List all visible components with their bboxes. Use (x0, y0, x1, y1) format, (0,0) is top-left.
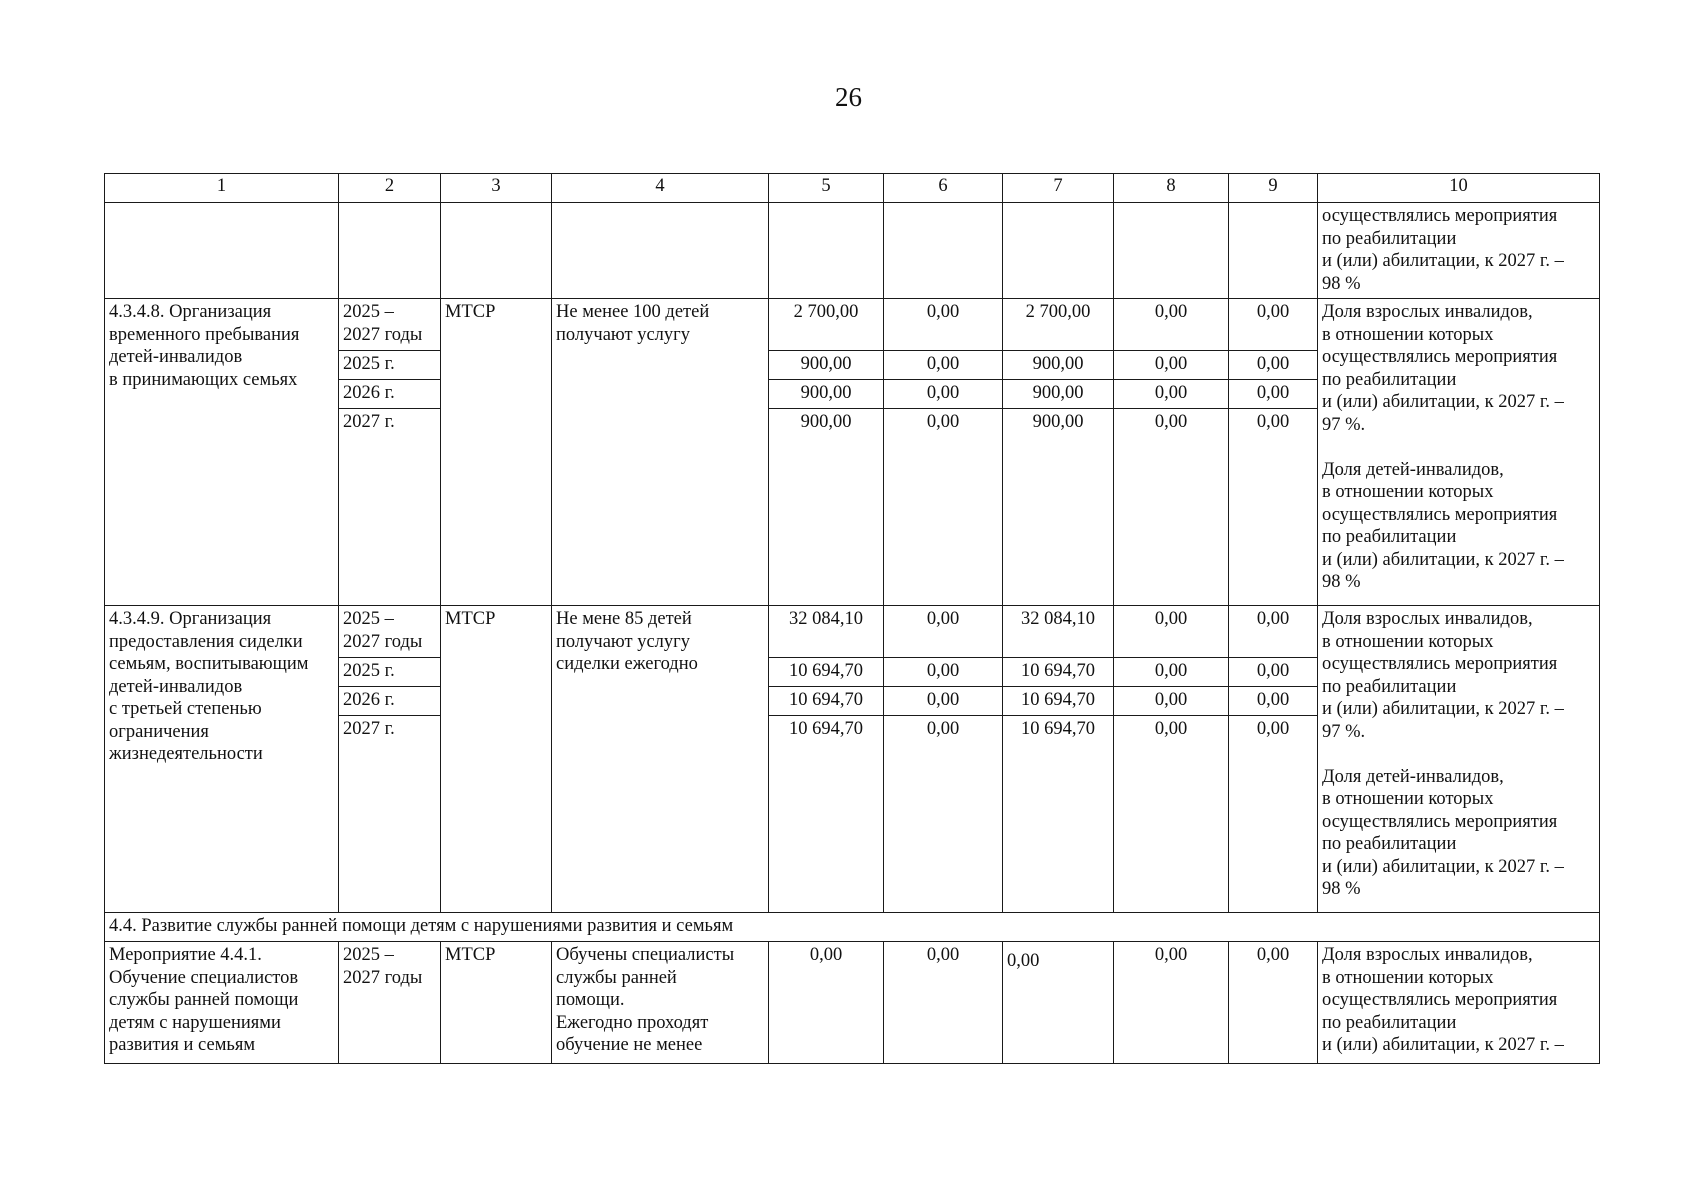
value-col-6: 0,00 (884, 409, 1003, 606)
value-col-8: 0,00 (1114, 658, 1229, 687)
value-col-9: 0,00 (1229, 409, 1318, 606)
value-col-7: 10 694,70 (1003, 716, 1114, 913)
cont-cell-9 (1229, 203, 1318, 299)
period: 2025 – 2027 годы (339, 606, 441, 658)
executor: МТСР (441, 942, 552, 1064)
cont-cell-7 (1003, 203, 1114, 299)
page-number: 26 (835, 82, 862, 112)
continuation-row (105, 203, 1600, 299)
table-row (105, 299, 1600, 351)
value-col-5: 2 700,00 (769, 299, 884, 351)
value-col-5: 0,00 (769, 942, 884, 1064)
value-col-8: 0,00 (1114, 942, 1229, 1064)
cont-cell-6 (884, 203, 1003, 299)
measure-name: Мероприятие 4.4.1. Обучение специалистов службы ранней помощи детям с нарушениями развития и семьям (105, 942, 339, 1064)
value-col-7: 900,00 (1003, 351, 1114, 380)
value-col-9: 0,00 (1229, 299, 1318, 351)
value-col-6: 0,00 (884, 716, 1003, 913)
table-row (105, 606, 1600, 658)
value-col-9: 0,00 (1229, 658, 1318, 687)
value-col-6: 0,00 (884, 687, 1003, 716)
value-col-5: 10 694,70 (769, 716, 884, 913)
cont-indicator: осуществлялись мероприятия по реабилитации и (или) абилитации, к 2027 г. – 98 % (1318, 203, 1600, 299)
header-col-5: 5 (769, 174, 884, 203)
cont-cell-5 (769, 203, 884, 299)
value-col-5: 900,00 (769, 409, 884, 606)
header-col-4: 4 (552, 174, 769, 203)
value-col-8: 0,00 (1114, 409, 1229, 606)
value-col-6: 0,00 (884, 351, 1003, 380)
executor: МТСР (441, 606, 552, 913)
indicator: Доля взрослых инвалидов, в отношении которых осуществлялись мероприятия по реабилитации и (или) абилитации, к 2027 г. – 97 %. Доля детей-инвалидов, в отношении которых осуществлялись мероприятия по реабилитации и (или) абилитации, к 2027 г. – 98 % (1318, 606, 1600, 913)
value-col-9: 0,00 (1229, 716, 1318, 913)
cont-cell-2 (339, 203, 441, 299)
value-col-7: 10 694,70 (1003, 658, 1114, 687)
value-col-8: 0,00 (1114, 299, 1229, 351)
cont-cell-4 (552, 203, 769, 299)
value-col-5: 900,00 (769, 351, 884, 380)
value-col-9: 0,00 (1229, 687, 1318, 716)
value-col-7: 900,00 (1003, 409, 1114, 606)
value-col-6: 0,00 (884, 658, 1003, 687)
expected-result: Не мене 85 детей получают услугу сиделки ежегодно (552, 606, 769, 913)
period: 2027 г. (339, 409, 441, 606)
header-col-1: 1 (105, 174, 339, 203)
measure-name: 4.3.4.8. Организация временного пребывания детей-инвалидов в принимающих семьях (105, 299, 339, 606)
value-col-5: 10 694,70 (769, 658, 884, 687)
cont-cell-8 (1114, 203, 1229, 299)
header-col-8: 8 (1114, 174, 1229, 203)
value-col-5: 32 084,10 (769, 606, 884, 658)
value-col-6: 0,00 (884, 606, 1003, 658)
value-col-8: 0,00 (1114, 606, 1229, 658)
value-col-9: 0,00 (1229, 351, 1318, 380)
value-col-5: 10 694,70 (769, 687, 884, 716)
value-col-6: 0,00 (884, 380, 1003, 409)
value-col-9: 0,00 (1229, 942, 1318, 1064)
value-col-9: 0,00 (1229, 380, 1318, 409)
indicator: Доля взрослых инвалидов, в отношении которых осуществлялись мероприятия по реабилитации и (или) абилитации, к 2027 г. – 97 %. Доля детей-инвалидов, в отношении которых осуществлялись мероприятия по реабилитации и (или) абилитации, к 2027 г. – 98 % (1318, 299, 1600, 606)
period: 2025 г. (339, 658, 441, 687)
value-col-8: 0,00 (1114, 687, 1229, 716)
period: 2026 г. (339, 380, 441, 409)
value-col-7: 900,00 (1003, 380, 1114, 409)
period: 2025 – 2027 годы (339, 299, 441, 351)
period: 2027 г. (339, 716, 441, 913)
header-row (105, 174, 1600, 203)
header-col-7: 7 (1003, 174, 1114, 203)
header-col-2: 2 (339, 174, 441, 203)
value-col-5: 900,00 (769, 380, 884, 409)
value-col-6: 0,00 (884, 299, 1003, 351)
value-col-7: 32 084,10 (1003, 606, 1114, 658)
value-col-8: 0,00 (1114, 716, 1229, 913)
value-col-9: 0,00 (1229, 606, 1318, 658)
header-col-10: 10 (1318, 174, 1600, 203)
value-col-7: 10 694,70 (1003, 687, 1114, 716)
indicator: Доля взрослых инвалидов, в отношении которых осуществлялись мероприятия по реабилитации и (или) абилитации, к 2027 г. – (1318, 942, 1600, 1064)
cont-cell-1 (105, 203, 339, 299)
header-col-6: 6 (884, 174, 1003, 203)
value-col-7: 2 700,00 (1003, 299, 1114, 351)
header-col-9: 9 (1229, 174, 1318, 203)
measure-name: 4.3.4.9. Организация предоставления сиделки семьям, воспитывающим детей-инвалидов с третьей степенью ограничения жизнедеятельности (105, 606, 339, 913)
table-row (105, 942, 1600, 1064)
section-title: 4.4. Развитие службы ранней помощи детям с нарушениями развития и семьям (105, 913, 1600, 942)
value-col-6: 0,00 (884, 942, 1003, 1064)
header-col-3: 3 (441, 174, 552, 203)
value-col-8: 0,00 (1114, 351, 1229, 380)
value-col-8: 0,00 (1114, 380, 1229, 409)
executor: МТСР (441, 299, 552, 606)
value-col-7: 0,00 (1003, 942, 1114, 1064)
expected-result: Обучены специалисты службы ранней помощи. Ежегодно проходят обучение не менее (552, 942, 769, 1064)
period: 2025 – 2027 годы (339, 942, 441, 1064)
section-row (105, 913, 1600, 942)
period: 2026 г. (339, 687, 441, 716)
program-table (104, 173, 1600, 1064)
expected-result: Не менее 100 детей получают услугу (552, 299, 769, 606)
period: 2025 г. (339, 351, 441, 380)
cont-cell-3 (441, 203, 552, 299)
